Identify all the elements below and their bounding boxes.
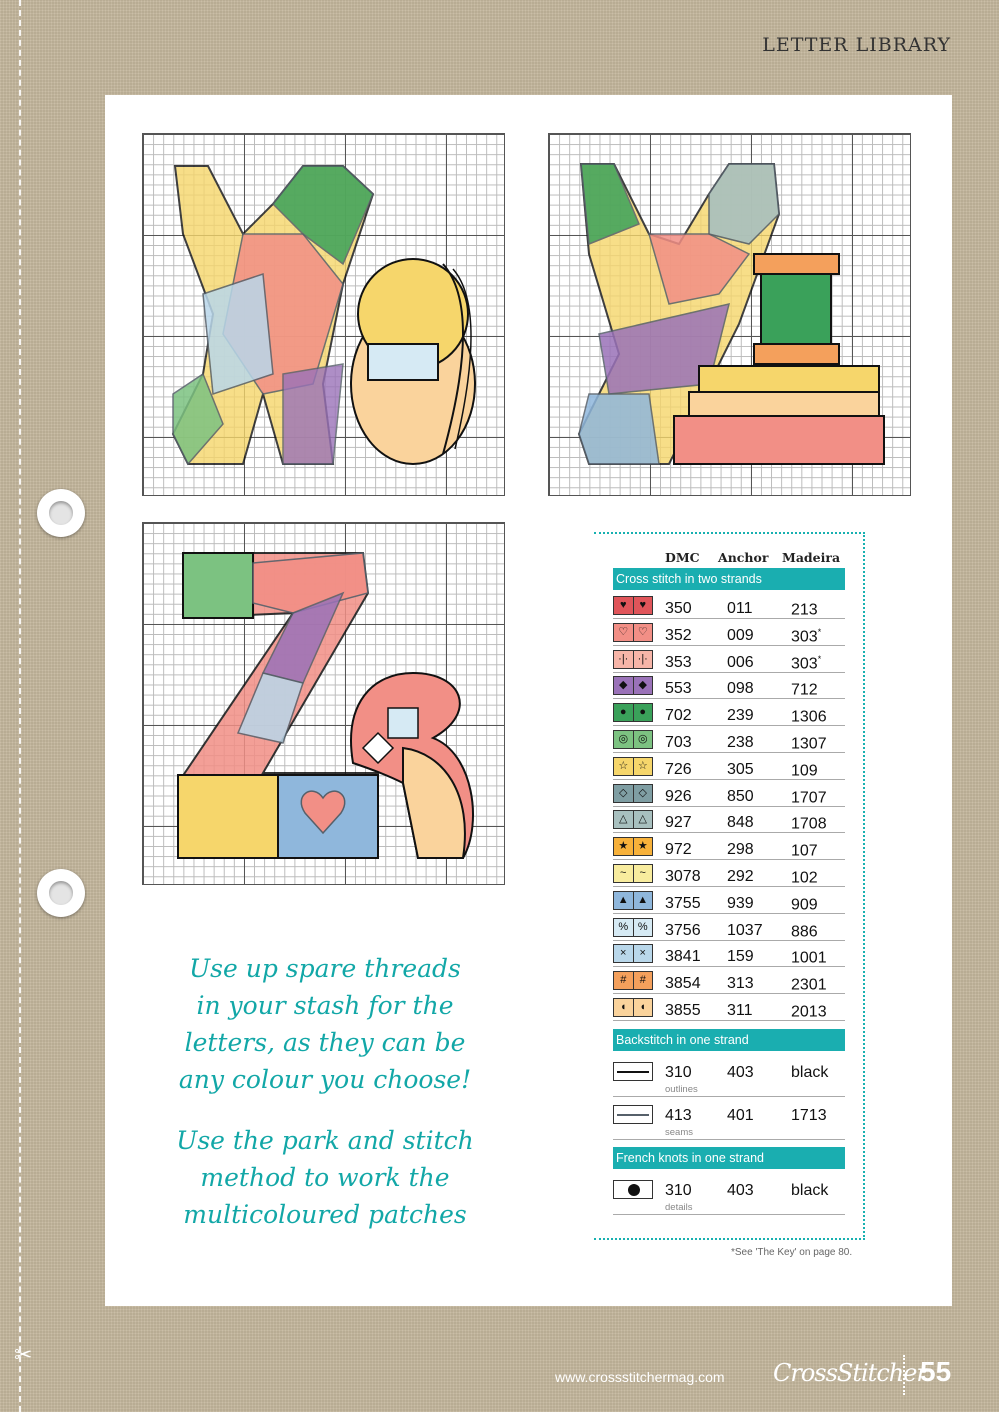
anchor-code: 939 [727, 894, 754, 912]
scissors-icon: ✂ [14, 1342, 33, 1367]
madeira-value: 107 [791, 842, 818, 860]
madeira-code: 1713 [791, 1107, 827, 1124]
key-row [613, 1174, 845, 1215]
symbol-icon: ♡ [637, 625, 648, 638]
footnote-mark: * [817, 653, 822, 664]
symbol-icon: ◖ [639, 1001, 647, 1013]
note-line: Use the park and stitch [176, 1126, 474, 1155]
magazine-url-link[interactable]: www.crossstitchermag.com [555, 1369, 725, 1385]
symbol-icon: × [639, 947, 646, 960]
dmc-code: 703 [665, 734, 692, 751]
key-footnote: *See 'The Key' on page 80. [731, 1247, 853, 1258]
binder-ring-top [37, 489, 85, 537]
note-line: Use up spare threads [189, 954, 461, 983]
chart-letter-y [548, 133, 911, 496]
madeira-value: 109 [791, 762, 818, 780]
thread-swatch [613, 918, 653, 937]
dmc-code: 3854 [665, 975, 701, 993]
key-row [613, 699, 845, 726]
anchor-code: 403 [727, 1064, 754, 1081]
madeira-code [791, 841, 818, 860]
anchor-code: 098 [727, 680, 754, 698]
dmc-code: 310 [665, 1182, 692, 1199]
key-row [613, 967, 845, 994]
madeira-code [791, 680, 818, 699]
symbol-icon: % [614, 919, 634, 936]
usage-label: seams [665, 1127, 693, 1138]
madeira-code [791, 761, 818, 780]
symbol-icon: ◆ [614, 677, 634, 694]
key-row [613, 592, 845, 619]
letter-z-drawing [143, 523, 506, 886]
symbol-icon: × [614, 945, 634, 962]
symbol-icon: ◇ [614, 785, 634, 802]
madeira-value: 2013 [791, 1003, 827, 1021]
symbol-icon: ◇ [638, 786, 647, 799]
madeira-value: 712 [791, 681, 818, 699]
symbol-icon: ~ [639, 867, 646, 879]
anchor-code: 313 [727, 975, 754, 993]
column-header-anchor: Anchor [718, 550, 769, 565]
thread-swatch [613, 757, 653, 776]
anchor-code: 403 [727, 1182, 754, 1199]
madeira-value: 1001 [791, 949, 827, 967]
letter-x-drawing [143, 134, 506, 497]
key-row [613, 860, 845, 887]
madeira-code [791, 814, 827, 833]
symbol-icon: ♥ [639, 599, 647, 611]
key-row [613, 646, 845, 673]
key-row [613, 672, 845, 699]
anchor-code: 1037 [727, 921, 763, 939]
symbol-icon: ☆ [614, 758, 634, 775]
letter-y-drawing [549, 134, 912, 497]
note-line: any colour you choose! [178, 1065, 472, 1094]
dmc-code: 926 [665, 787, 692, 805]
symbol-icon: ~ [614, 865, 634, 882]
dmc-code: 3756 [665, 921, 701, 939]
dmc-code: 702 [665, 707, 692, 725]
note-line: letters, as they can be [184, 1028, 466, 1057]
note-line: in your stash for the [196, 991, 454, 1020]
chart-letter-x [142, 133, 505, 496]
symbol-icon: ● [614, 704, 634, 721]
anchor-code: 239 [727, 707, 754, 725]
madeira-code [791, 627, 821, 646]
thread-swatch [613, 596, 653, 615]
backstitch-swatch [613, 1062, 653, 1081]
symbol-icon: % [637, 920, 648, 933]
madeira-code [791, 654, 821, 673]
chart-letter-z [142, 522, 505, 885]
key-row [613, 914, 845, 941]
symbol-icon: ◖ [614, 999, 634, 1016]
symbol-icon: △ [638, 813, 647, 826]
usage-label: outlines [665, 1084, 698, 1095]
madeira-code [791, 1002, 827, 1021]
madeira-value: 1306 [791, 708, 827, 726]
thread-swatch [613, 944, 653, 963]
anchor-code: 009 [727, 626, 754, 644]
tip-note-park-and-stitch [160, 1122, 490, 1233]
thread-swatch [613, 837, 653, 856]
madeira-code: black [791, 1182, 829, 1199]
madeira-code [791, 948, 827, 967]
symbol-icon: ◎ [637, 733, 648, 745]
dmc-code: 3755 [665, 894, 701, 912]
thread-swatch [613, 784, 653, 803]
knot-icon [628, 1184, 640, 1196]
symbol-icon: ♥ [614, 597, 634, 614]
dmc-code: 3841 [665, 948, 701, 966]
key-row [613, 833, 845, 860]
anchor-code: 159 [727, 948, 754, 966]
section-band-french-knots: French knots in one strand [613, 1147, 845, 1169]
thread-swatch [613, 676, 653, 695]
symbol-icon: ▲ [614, 892, 634, 909]
tip-note-spare-threads [160, 950, 490, 1098]
key-row [613, 806, 845, 833]
magazine-brand-logo: CrossStitcher [773, 1359, 927, 1387]
dmc-code: 927 [665, 814, 692, 832]
madeira-code [791, 707, 827, 726]
symbol-icon: ● [639, 706, 647, 719]
thread-swatch [613, 810, 653, 829]
symbol-icon: ◆ [638, 679, 647, 692]
madeira-value: 303 [791, 628, 818, 646]
thread-swatch [613, 864, 653, 883]
note-line: multicoloured patches [183, 1200, 467, 1229]
dmc-code: 3855 [665, 1002, 701, 1019]
madeira-code [791, 975, 827, 994]
dmc-code: 553 [665, 680, 692, 698]
anchor-code: 292 [727, 868, 754, 885]
madeira-value: 1708 [791, 815, 827, 833]
key-row [613, 1056, 845, 1097]
symbol-icon: ★ [614, 838, 634, 855]
line-icon [617, 1114, 649, 1116]
footnote-mark: * [817, 626, 822, 637]
stitched-seam [19, 0, 21, 1412]
dmc-code: 350 [665, 600, 692, 617]
dmc-code: 310 [665, 1064, 692, 1081]
madeira-code [791, 788, 827, 807]
anchor-code: 848 [727, 814, 754, 832]
madeira-value: 102 [791, 869, 818, 887]
key-row [613, 780, 845, 807]
dmc-code: 972 [665, 841, 692, 859]
footer-divider [903, 1355, 905, 1395]
anchor-code: 311 [727, 1002, 753, 1019]
thread-swatch [613, 971, 653, 990]
madeira-value: 909 [791, 896, 818, 914]
madeira-code [791, 600, 818, 619]
key-row [613, 887, 845, 914]
madeira-value: 1707 [791, 788, 827, 806]
section-title: LETTER LIBRARY [762, 34, 951, 56]
symbol-icon: ·|· [637, 652, 648, 665]
anchor-code: 238 [727, 734, 754, 751]
anchor-code: 401 [727, 1107, 754, 1124]
madeira-value: 303 [791, 654, 818, 672]
key-row [613, 994, 845, 1021]
anchor-code: 006 [727, 653, 754, 671]
madeira-value: 886 [791, 922, 818, 940]
madeira-code [791, 734, 827, 753]
key-row [613, 753, 845, 780]
symbol-icon: # [639, 974, 646, 987]
symbol-icon: # [614, 972, 634, 989]
dmc-code: 413 [665, 1107, 692, 1124]
section-band-backstitch: Backstitch in one strand [613, 1029, 845, 1051]
column-header-dmc: DMC [665, 550, 700, 565]
madeira-value: 1307 [791, 735, 827, 753]
anchor-code: 305 [727, 760, 754, 778]
dmc-code: 353 [665, 653, 692, 671]
dmc-code: 352 [665, 626, 692, 644]
note-line: method to work the [200, 1163, 450, 1192]
binder-ring-bottom [37, 869, 85, 917]
thread-swatch [613, 891, 653, 910]
madeira-code [791, 868, 818, 887]
column-header-madeira: Madeira [782, 550, 841, 565]
madeira-value: 213 [791, 601, 818, 619]
dmc-code: 726 [665, 760, 692, 778]
symbol-icon: ♡ [614, 624, 634, 641]
thread-swatch [613, 703, 653, 722]
key-row [613, 619, 845, 646]
madeira-value: 2301 [791, 976, 827, 994]
symbol-icon: ▲ [637, 893, 649, 906]
backstitch-swatch [613, 1105, 653, 1124]
symbol-icon: ★ [637, 840, 648, 853]
section-band-cross-stitch: Cross stitch in two strands [613, 568, 845, 590]
french-knot-swatch [613, 1180, 653, 1199]
madeira-code [791, 895, 818, 914]
key-row [613, 1099, 845, 1140]
thread-swatch [613, 730, 653, 749]
thread-key [594, 532, 865, 1240]
thread-swatch [613, 998, 653, 1017]
symbol-icon: ☆ [637, 759, 648, 772]
thread-swatch [613, 650, 653, 669]
key-row [613, 940, 845, 967]
madeira-code [791, 922, 818, 941]
madeira-code: black [791, 1064, 829, 1081]
dmc-code: 3078 [665, 868, 701, 885]
symbol-icon: △ [614, 811, 634, 828]
anchor-code: 850 [727, 787, 754, 805]
usage-label: details [665, 1202, 693, 1213]
page-number: 55 [920, 1356, 952, 1387]
anchor-code: 011 [727, 600, 753, 617]
anchor-code: 298 [727, 841, 754, 859]
key-row [613, 726, 845, 753]
symbol-icon: ◎ [614, 731, 634, 748]
line-icon [617, 1071, 649, 1073]
symbol-icon: ·|· [614, 651, 634, 668]
thread-swatch [613, 623, 653, 642]
